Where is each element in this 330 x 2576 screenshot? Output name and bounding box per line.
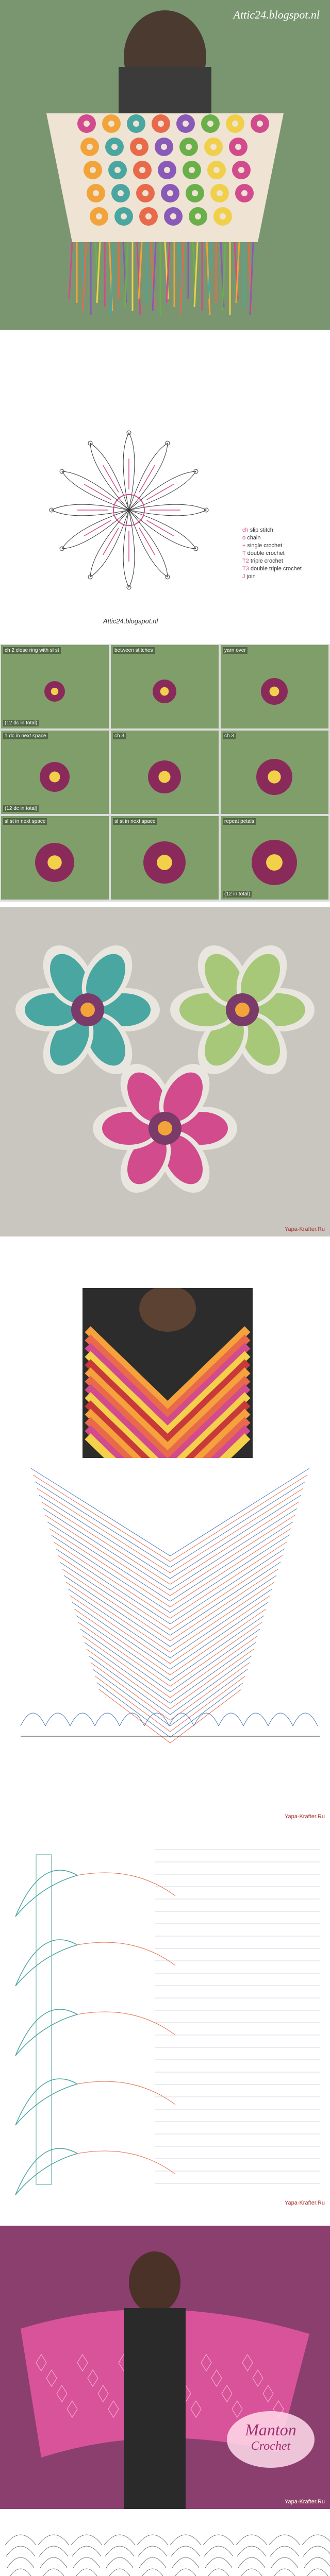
tutorial-step <box>111 731 219 814</box>
brand-logo <box>227 2411 315 2468</box>
chevron-row <box>76 1616 264 1681</box>
leaf-stem <box>77 2012 175 2035</box>
chevron-row <box>66 1582 274 1652</box>
step-label: repeat petals <box>223 818 256 825</box>
leaf-stem <box>77 1873 175 1896</box>
leaf-chart <box>0 1834 330 2210</box>
chevron-watermark: Yapa-Krafter.Ru <box>284 1814 325 1820</box>
legend-item <box>242 566 302 572</box>
legend-label: single crochet <box>247 543 283 549</box>
model-watermark: Yapa-Krafter.Ru <box>284 2499 325 2505</box>
chevron-row <box>33 1475 307 1562</box>
legend-label: join <box>246 573 256 580</box>
leaf-motif <box>15 1940 77 1986</box>
legend-label: chain <box>247 535 261 541</box>
fan-chart-panel <box>0 2514 330 2576</box>
chevron-scallop <box>219 1713 243 1726</box>
chevron-scallop <box>45 1713 70 1726</box>
chevron-row <box>37 1488 303 1573</box>
brand-subtitle: Crochet <box>251 2439 291 2453</box>
leaf-stem <box>77 1942 175 1965</box>
flowers-photo-panel <box>0 907 330 1236</box>
fan-arc <box>271 2557 298 2568</box>
leaf-watermark: Yapa-Krafter.Ru <box>284 2200 325 2206</box>
legend-symbol: o <box>242 535 248 541</box>
step-label: sl st in next space <box>3 818 47 825</box>
chevron-scallop <box>70 1713 95 1726</box>
chevron-row <box>91 1663 250 1720</box>
chevron-row <box>39 1495 301 1579</box>
chevron-scallop <box>95 1713 120 1726</box>
fan-arc <box>41 2569 66 2576</box>
fan-arc <box>39 2546 68 2556</box>
fan-arc <box>106 2557 133 2568</box>
chevron-row <box>89 1656 252 1715</box>
fan-arc <box>270 2546 299 2556</box>
fan-arc <box>138 2546 167 2556</box>
legend-label: slip stitch <box>250 527 273 533</box>
step-label: 1 dc in next space <box>3 733 48 739</box>
tutorial-step <box>1 645 109 728</box>
fan-arc <box>170 2535 201 2545</box>
legend-item <box>242 573 302 580</box>
fan-arc <box>105 2546 134 2556</box>
flower-in-progress <box>44 681 65 702</box>
model-photo-panel <box>0 2226 330 2509</box>
legend-label: double triple crochet <box>250 566 302 572</box>
chevron-row <box>68 1589 272 1658</box>
fan-arc <box>302 2535 330 2545</box>
fan-arc <box>203 2535 234 2545</box>
chevron-row <box>82 1636 258 1698</box>
fan-arc <box>104 2535 135 2545</box>
fan-arc <box>236 2535 267 2545</box>
motif-watermark: Attic24.blogspot.nl <box>103 617 158 625</box>
tutorial-grid <box>0 644 330 902</box>
fan-arc <box>205 2557 232 2568</box>
motif-chart <box>0 381 330 639</box>
flower-in-progress <box>256 759 292 795</box>
chevron-row <box>80 1629 260 1692</box>
chevron-scallop <box>268 1713 293 1726</box>
flowers-photo <box>0 907 330 1236</box>
step-label: ch 3 <box>223 733 236 739</box>
fan-arc <box>140 2569 165 2576</box>
fan-chart <box>0 2514 330 2576</box>
shawl-watermark: Attic24.blogspot.nl <box>233 8 320 21</box>
step-label: sl st in next space <box>113 818 157 825</box>
motif-chart-panel <box>0 381 330 639</box>
fan-arc <box>74 2569 99 2576</box>
step-label: ch 3 <box>113 733 126 739</box>
chevron-scallop <box>243 1713 268 1726</box>
step-label: between stitches <box>113 647 155 654</box>
tutorial-step <box>111 816 219 900</box>
chevron-chart <box>0 1458 330 1824</box>
legend-label: triple crochet <box>250 558 283 564</box>
tutorial-step <box>221 731 328 814</box>
legend-item <box>242 543 302 549</box>
leaf-motif <box>15 2079 77 2125</box>
fan-arc <box>272 2569 297 2576</box>
legend-symbol: ch <box>242 527 250 533</box>
fan-arc <box>305 2569 330 2576</box>
fan-arc <box>204 2546 233 2556</box>
step-sublabel: (12 in total) <box>223 891 252 897</box>
fan-arc <box>71 2535 102 2545</box>
fan-arc <box>303 2546 330 2556</box>
legend-item <box>242 527 302 533</box>
shawl-photo-panel <box>0 0 330 330</box>
fan-arc <box>173 2569 198 2576</box>
fan-arc <box>40 2557 67 2568</box>
step-label: yarn over <box>223 647 248 654</box>
legend-item <box>242 558 302 564</box>
flower-in-progress <box>40 762 70 792</box>
tutorial-step <box>221 816 328 900</box>
flower-in-progress <box>261 678 288 705</box>
leaf-stem <box>77 2081 175 2105</box>
legend-symbol: J <box>242 573 247 580</box>
flower-in-progress <box>143 841 186 884</box>
fan-arc <box>269 2535 300 2545</box>
fan-arc <box>172 2557 199 2568</box>
poncho-photo-panel <box>0 1288 330 1463</box>
tutorial-step <box>221 645 328 728</box>
fan-arc <box>139 2557 166 2568</box>
chevron-chart-panel <box>0 1458 330 1824</box>
chevron-row <box>95 1676 245 1732</box>
chevron-scallop <box>21 1713 45 1726</box>
chevron-row <box>35 1482 305 1567</box>
flower-in-progress <box>148 760 181 793</box>
flower-in-progress <box>153 680 176 703</box>
fan-arc <box>38 2535 69 2545</box>
fan-arc <box>107 2569 132 2576</box>
fan-arc <box>304 2557 330 2568</box>
leaf-motif <box>15 2009 77 2056</box>
chevron-row <box>97 1683 243 1737</box>
fan-arc <box>237 2546 266 2556</box>
chevron-scallop <box>293 1713 318 1726</box>
fan-arc <box>206 2569 231 2576</box>
leaf-stem <box>77 2151 175 2174</box>
chevron-row <box>74 1609 266 1675</box>
leaf-chart-panel <box>0 1834 330 2210</box>
flower-in-progress <box>35 843 74 882</box>
pattern-repeat-bar <box>36 1855 52 2184</box>
tutorial-step <box>1 731 109 814</box>
poncho-photo <box>0 1288 330 1463</box>
fan-arc <box>5 2535 36 2545</box>
model-head <box>129 2251 180 2313</box>
tutorial-step <box>1 816 109 900</box>
legend-item <box>242 535 302 541</box>
fan-arc <box>7 2557 34 2568</box>
flower-in-progress <box>252 840 297 885</box>
leaf-motif <box>15 1870 77 1917</box>
chevron-row <box>31 1468 309 1556</box>
brand-name: Manton <box>245 2420 296 2439</box>
legend-item <box>242 550 302 556</box>
chevron-row <box>85 1642 256 1703</box>
step-sublabel: (12 dc in total) <box>3 805 39 812</box>
stitch-legend <box>242 526 302 581</box>
legend-symbol: T <box>242 550 248 556</box>
fan-arc <box>171 2546 200 2556</box>
step-label: ch 2 close ring with sl st <box>3 647 61 654</box>
fan-arc <box>137 2535 168 2545</box>
legend-label: double crochet <box>247 550 285 556</box>
fan-arc <box>6 2546 35 2556</box>
chevron-row <box>78 1622 262 1686</box>
shawl-photo <box>0 0 330 330</box>
legend-symbol: T2 <box>242 558 251 564</box>
fan-arc <box>8 2569 33 2576</box>
legend-symbol: + <box>242 543 248 549</box>
legend-symbol: T3 <box>242 566 251 572</box>
fan-arc <box>73 2557 100 2568</box>
fan-arc <box>72 2546 101 2556</box>
leaf-motif <box>15 2148 77 2195</box>
step-sublabel: (12 dc in total) <box>3 720 39 726</box>
chevron-scallop <box>194 1713 219 1726</box>
fan-arc <box>238 2557 265 2568</box>
fan-arc <box>239 2569 264 2576</box>
tutorial-step <box>111 645 219 728</box>
flowers-watermark: Yapa-Krafter.Ru <box>284 1226 325 1232</box>
model-dress <box>124 2308 186 2509</box>
